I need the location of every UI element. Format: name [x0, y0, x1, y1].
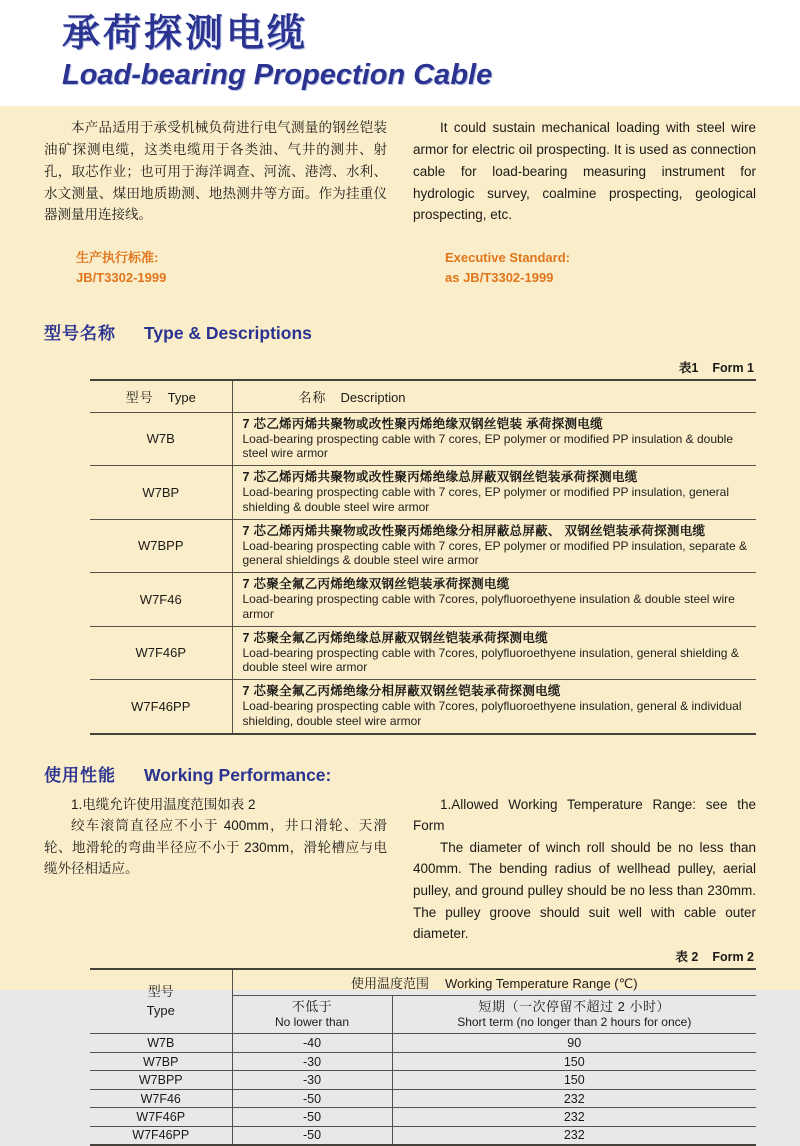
temp-type-cell: W7BP — [90, 1052, 232, 1071]
temp-short-cell: 232 — [563, 1128, 585, 1143]
temp-short-cell: 150 — [563, 1073, 585, 1088]
page-body — [0, 117, 800, 1146]
table-row — [90, 519, 756, 573]
description-cell — [232, 412, 756, 466]
standard-zh-value: JB/T3302-1999 — [76, 270, 167, 286]
description-cell — [232, 573, 756, 627]
col-type-en: Type — [167, 389, 196, 405]
table-row — [90, 573, 756, 627]
type-heading-zh: 型号名称 — [44, 323, 116, 343]
performance-text — [44, 794, 756, 945]
temp-col-min-en: No lower than — [274, 1014, 350, 1029]
temp-col-short-en: Short term (no longer than 2 hours for once) — [457, 1014, 692, 1029]
temp-type-cell: W7F46PP — [90, 1126, 232, 1145]
description-zh: 7 芯乙烯丙烯共聚物或改性聚丙烯绝缘双钢丝铠装 承荷探测电缆 — [242, 416, 603, 431]
standard-column-zh — [44, 248, 387, 288]
temp-type-cell: W7B — [90, 1034, 232, 1053]
type-table-col-type — [90, 380, 232, 413]
description-zh: 7 芯聚全氟乙丙烯绝缘分相屏蔽双钢丝铠装承荷探测电缆 — [242, 684, 561, 699]
intro-column-zh — [44, 117, 387, 226]
description-en: Load-bearing prospecting cable with 7 cores, EP polymer or modified PP insulation, separate & general shieldings & double steel wire armor — [242, 538, 748, 568]
type-cell: W7F46 — [90, 573, 232, 627]
col-type-zh: 型号 — [125, 389, 154, 405]
temperature-table — [90, 968, 756, 1146]
temp-col-min-zh: 不低于 — [291, 998, 333, 1014]
page-title-zh: 承荷探测电缆 — [62, 13, 309, 55]
table-row — [90, 1034, 756, 1053]
temp-type-cell: W7F46 — [90, 1089, 232, 1108]
temp-col-type-zh: 型号 — [147, 983, 174, 999]
description-en: Load-bearing prospecting cable with 7 cores, EP polymer or modified PP insulation, general shielding & double steel wire armor — [242, 485, 730, 514]
description-zh: 7 芯聚全氟乙丙烯绝缘总屏蔽双钢丝铠装承荷探测电缆 — [242, 630, 548, 645]
table-row — [90, 466, 756, 520]
col-desc-zh: 名称 — [298, 389, 327, 405]
type-table-header-row — [90, 380, 756, 413]
temp-range-header-zh: 使用温度范围 — [350, 975, 429, 991]
temp-type-cell: W7BPP — [90, 1071, 232, 1090]
type-heading-en: Type & Descriptions — [144, 322, 312, 343]
description-cell — [232, 466, 756, 520]
standard-zh-label: 生产执行标准: — [76, 250, 159, 266]
temp-col-short-zh: 短期（一次停留不超过 2 小时） — [478, 998, 670, 1014]
temp-range-header-en: Working Temperature Range (℃) — [444, 975, 638, 991]
intro-column-en — [413, 117, 756, 226]
description-en: Load-bearing prospecting cable with 7 cores, EP polymer or modified PP insulation & double steel wire armor — [242, 431, 734, 461]
type-section-heading — [44, 319, 756, 344]
performance-heading-zh: 使用性能 — [44, 765, 116, 785]
table-row — [90, 626, 756, 680]
description-cell — [232, 626, 756, 680]
temp-col-type — [90, 969, 232, 1034]
form2-label-zh: 表 2 — [675, 949, 699, 964]
table-row — [90, 1108, 756, 1127]
type-cell: W7F46PP — [90, 680, 232, 734]
temp-range-header — [232, 969, 756, 996]
standards-section — [44, 248, 756, 288]
table-row — [90, 1052, 756, 1071]
intro-section — [44, 117, 756, 226]
performance-en-line1: 1.Allowed Working Temperature Range: see the Form — [413, 796, 756, 834]
temp-short-cell: 150 — [563, 1054, 585, 1069]
description-en: Load-bearing prospecting cable with 7cores, polyfluoroethyene insulation, general & individual shielding, double steel wire armor — [242, 699, 742, 728]
standard-en-value: as JB/T3302-1999 — [445, 270, 554, 286]
type-table — [90, 379, 756, 735]
temp-table-header-row1 — [90, 969, 756, 996]
type-cell: W7B — [90, 412, 232, 466]
table-row — [90, 680, 756, 734]
temp-short-cell: 232 — [563, 1110, 585, 1125]
temp-col-type-en: Type — [146, 1002, 175, 1018]
description-zh: 7 芯聚全氟乙丙烯绝缘双钢丝铠装承荷探测电缆 — [242, 577, 510, 592]
performance-zh-line1: 1.电缆允许使用温度范围如表 2 — [71, 796, 256, 812]
temp-min-cell: -50 — [232, 1126, 392, 1145]
standard-en — [445, 248, 756, 288]
table-row — [90, 1089, 756, 1108]
page-title-en: Load-bearing Propection Cable — [62, 58, 493, 91]
performance-column-zh — [44, 794, 387, 945]
temp-min-cell: -50 — [232, 1108, 392, 1127]
temp-type-cell: W7F46P — [90, 1108, 232, 1127]
form1-label — [44, 358, 754, 376]
temp-short-cell: 90 — [567, 1036, 582, 1051]
description-en: Load-bearing prospecting cable with 7cores, polyfluoroethyene insulation, general shielding & double steel wire armor — [242, 645, 739, 675]
type-cell: W7F46P — [90, 626, 232, 680]
table-row — [90, 1071, 756, 1090]
description-zh: 7 芯乙烯丙烯共聚物或改性聚丙烯绝缘分相屏蔽总屏蔽、 双钢丝铠装承荷探测电缆 — [242, 523, 706, 538]
performance-section-heading — [44, 761, 756, 786]
description-cell — [232, 680, 756, 734]
intro-paragraph-zh: 本产品适用于承受机械负荷进行电气测量的钢丝铠装油矿探测电缆，这类电缆用于各类油、气井的测井、射孔，取芯作业；也可用于海洋调查、河流、港湾、水利、水文测量、煤田地质勘测、地热测井等方面。作为挂重仪器测量用连接线。 — [44, 120, 387, 223]
temp-min-cell: -50 — [232, 1089, 392, 1108]
description-en: Load-bearing prospecting cable with 7cores, polyfluoroethyene insulation & double steel wire armor — [242, 592, 735, 621]
description-zh: 7 芯乙烯丙烯共聚物或改性聚丙烯绝缘总屏蔽双钢丝铠装承荷探测电缆 — [242, 470, 638, 485]
description-cell — [232, 519, 756, 573]
temp-short-cell: 232 — [563, 1091, 585, 1106]
table-row — [90, 412, 756, 466]
performance-en-line2: The diameter of winch roll should be no less than 400mm. The bending radius of wellhead pulley, aerial pulley, and ground pulley should be no less than 230mm. The pulley groove should suit well with cable outer diameter. — [413, 839, 756, 942]
temp-min-cell: -30 — [232, 1071, 392, 1090]
standard-column-en — [413, 248, 756, 288]
form1-label-en: Form 1 — [712, 360, 754, 375]
standard-zh — [76, 248, 387, 288]
col-desc-en: Description — [340, 389, 406, 405]
temp-min-cell: -40 — [232, 1034, 392, 1053]
performance-heading-en: Working Performance: — [144, 764, 332, 785]
temp-col-min — [232, 995, 392, 1034]
type-table-col-desc — [232, 380, 756, 413]
table-row — [90, 1126, 756, 1145]
performance-zh-line2: 绞车滚筒直径应不小于 400mm，井口滑轮、天滑轮、地滑轮的弯曲半径应不小于 230mm，滑轮槽应与电缆外径相适应。 — [44, 818, 387, 877]
standard-en-label: Executive Standard: — [445, 250, 570, 266]
performance-column-en — [413, 794, 756, 945]
form2-label — [44, 947, 754, 965]
form1-label-zh: 表1 — [678, 360, 699, 375]
temp-col-short — [392, 995, 756, 1034]
page-header — [0, 0, 800, 106]
intro-paragraph-en: It could sustain mechanical loading with steel wire armor for electric oil prospecting. It is used as connection cable for load-bearing measuring instrument for hydrologic survey, coalmine prospecting, geological prospecting, etc. — [413, 120, 756, 223]
type-cell: W7BP — [90, 466, 232, 520]
type-cell: W7BPP — [90, 519, 232, 573]
temp-min-cell: -30 — [232, 1052, 392, 1071]
form2-label-en: Form 2 — [712, 949, 754, 964]
